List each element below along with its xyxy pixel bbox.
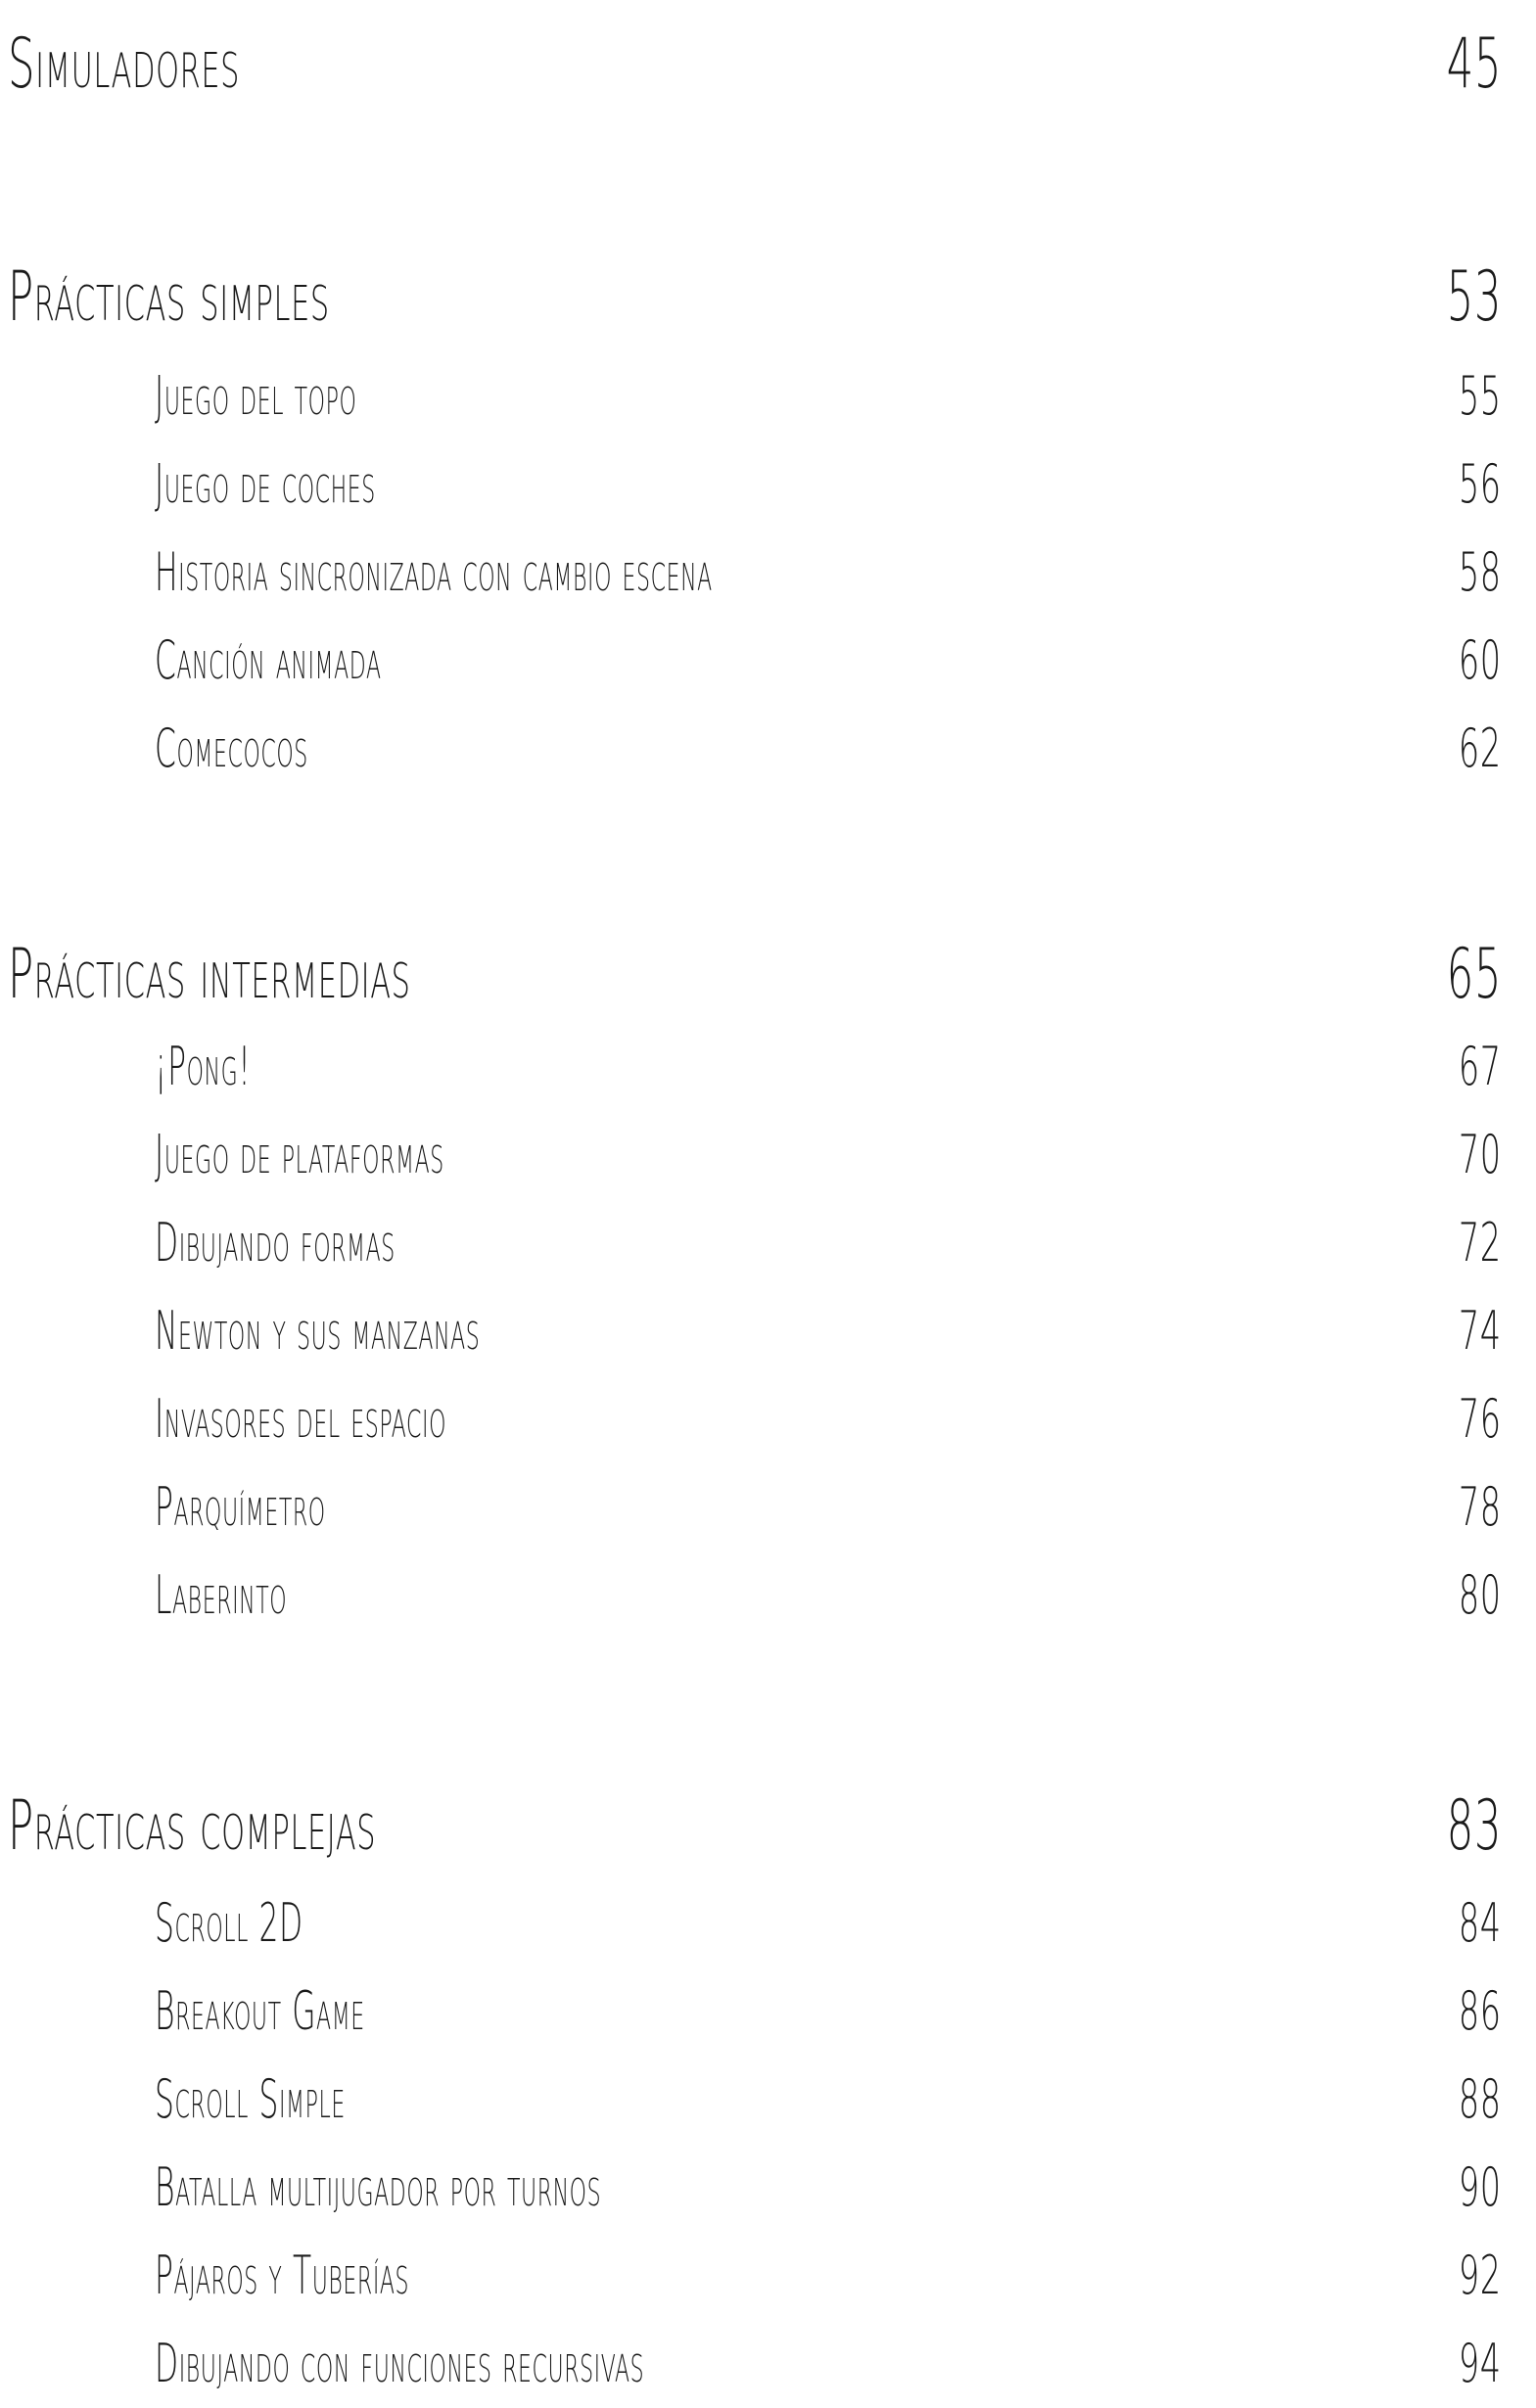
- toc-entry[interactable]: [0, 1473, 1536, 1542]
- toc-section-practicas-complejas[interactable]: [0, 1782, 1536, 1870]
- toc-entry[interactable]: [0, 1385, 1536, 1454]
- entry-page-number: 84: [1459, 1892, 1502, 1954]
- toc-entry[interactable]: [0, 538, 1536, 607]
- toc-entry[interactable]: [0, 2153, 1536, 2222]
- section-page-number: 53: [1446, 256, 1502, 337]
- entry-page-number: 90: [1459, 2156, 1502, 2218]
- toc-entry[interactable]: [0, 2242, 1536, 2310]
- entry-title: Juego del topo: [155, 365, 357, 427]
- toc-entry[interactable]: [0, 1977, 1536, 2046]
- entry-title: Batalla multijugador por turnos: [155, 2156, 602, 2218]
- entry-title: Dibujando formas: [155, 1212, 396, 1273]
- section-title: Simuladores: [8, 23, 241, 104]
- entry-title: Scroll Simple: [155, 2068, 346, 2130]
- section-title: Prácticas complejas: [8, 1785, 377, 1866]
- entry-page-number: 55: [1459, 365, 1502, 427]
- toc-entry[interactable]: [0, 1889, 1536, 1958]
- entry-page-number: 88: [1459, 2068, 1502, 2130]
- toc-entry[interactable]: [0, 626, 1536, 695]
- toc-section-practicas-simples[interactable]: [0, 253, 1536, 341]
- entry-page-number: 78: [1459, 1476, 1502, 1538]
- entry-title: Canción animada: [155, 629, 382, 691]
- toc-section-simuladores[interactable]: [0, 20, 1536, 108]
- section-page-number: 83: [1446, 1785, 1502, 1866]
- entry-title: Invasores del espacio: [155, 1388, 447, 1450]
- toc-entry[interactable]: [0, 1033, 1536, 1101]
- entry-title: Pájaros y Tuberías: [155, 2245, 410, 2306]
- toc-entry[interactable]: [0, 450, 1536, 519]
- entry-title: Juego de plataformas: [155, 1124, 444, 1185]
- entry-title: Scroll 2D: [155, 1892, 303, 1954]
- entry-page-number: 56: [1459, 453, 1502, 515]
- entry-title: Parquímetro: [155, 1476, 326, 1538]
- entry-title: Juego de coches: [155, 453, 376, 515]
- entry-page-number: 62: [1459, 718, 1502, 779]
- toc-entry[interactable]: [0, 362, 1536, 431]
- entry-page-number: 92: [1459, 2245, 1502, 2306]
- toc-entry[interactable]: [0, 1121, 1536, 1189]
- entry-title: Dibujando con funciones recursivas: [155, 2333, 645, 2394]
- entry-title: Laberinto: [155, 1564, 288, 1626]
- toc-entry[interactable]: [0, 1297, 1536, 1366]
- entry-title: Newton y sus manzanas: [155, 1300, 481, 1362]
- toc-section-practicas-intermedias[interactable]: [0, 930, 1536, 1018]
- entry-page-number: 58: [1459, 541, 1502, 603]
- entry-page-number: 72: [1459, 1212, 1502, 1273]
- entry-page-number: 80: [1459, 1564, 1502, 1626]
- toc-entry[interactable]: [0, 1209, 1536, 1277]
- section-page-number: 65: [1446, 934, 1502, 1014]
- entry-page-number: 94: [1459, 2333, 1502, 2394]
- entry-page-number: 70: [1459, 1124, 1502, 1185]
- toc-entry[interactable]: [0, 2330, 1536, 2398]
- entry-title: Historia sincronizada con cambio escena: [155, 541, 713, 603]
- entry-title: ¡Pong!: [155, 1036, 252, 1097]
- entry-page-number: 67: [1459, 1036, 1502, 1097]
- toc-entry[interactable]: [0, 715, 1536, 783]
- section-title: Prácticas intermedias: [8, 934, 411, 1014]
- entry-title: Breakout Game: [155, 1980, 365, 2042]
- section-title: Prácticas simples: [8, 256, 330, 337]
- entry-page-number: 74: [1459, 1300, 1502, 1362]
- entry-title: Comecocos: [155, 718, 308, 779]
- toc-entry[interactable]: [0, 2065, 1536, 2134]
- entry-page-number: 86: [1459, 1980, 1502, 2042]
- entry-page-number: 60: [1459, 629, 1502, 691]
- section-page-number: 45: [1446, 23, 1502, 104]
- entry-page-number: 76: [1459, 1388, 1502, 1450]
- toc-entry[interactable]: [0, 1561, 1536, 1630]
